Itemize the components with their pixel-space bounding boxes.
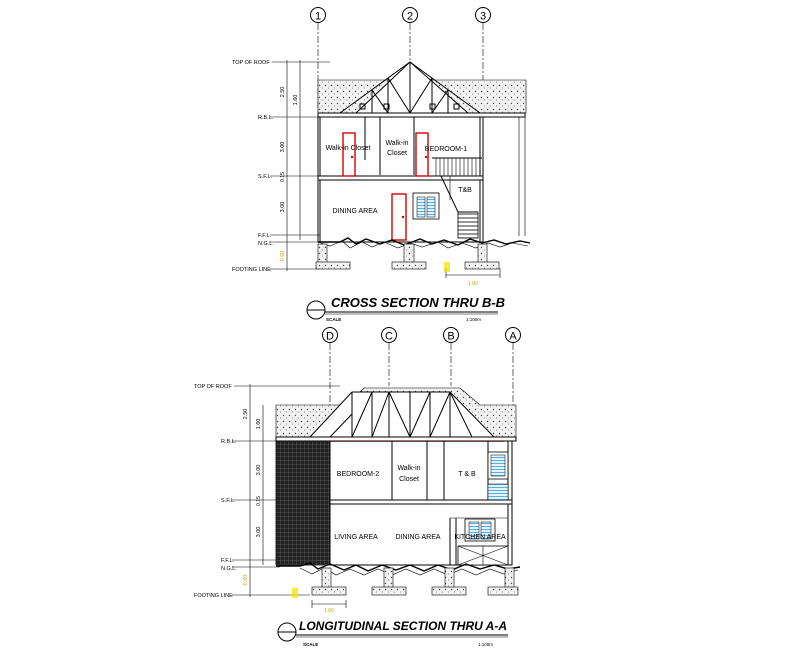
room-label-t-and-b: T & B bbox=[458, 471, 476, 478]
room-label-kitchen-area: KITCHEN AREA bbox=[454, 534, 506, 541]
room-label-dining-area: DINING AREA bbox=[332, 208, 378, 215]
footing-dim: 1.00 bbox=[324, 608, 334, 614]
level-ngl: N.G.L. bbox=[258, 241, 274, 247]
dim-second-floor: 3.00 bbox=[280, 141, 286, 153]
level-rbl: R.B.L. bbox=[258, 115, 274, 121]
window bbox=[413, 193, 439, 219]
level-top-of-roof: TOP OF ROOF bbox=[194, 384, 232, 390]
grid-axis-c bbox=[382, 328, 397, 387]
level-sfl: S.F.L. bbox=[258, 174, 273, 180]
dim-slab: 0.15 bbox=[280, 172, 286, 182]
dim-second-floor: 3.00 bbox=[256, 464, 262, 476]
dim-ground-floor: 3.00 bbox=[256, 526, 262, 538]
grid-axis-b bbox=[444, 328, 459, 387]
room-label-bedroom-2: BEDROOM-2 bbox=[336, 471, 380, 478]
grid-label: 1 bbox=[314, 10, 322, 23]
dim-ground-floor: 3.00 bbox=[280, 201, 286, 213]
grid-label: C bbox=[385, 330, 393, 343]
cross-section bbox=[232, 8, 530, 323]
dim-footing: 0.60 bbox=[280, 250, 286, 262]
level-rbl: R.B.L. bbox=[221, 439, 237, 445]
staircase bbox=[458, 212, 478, 238]
door bbox=[416, 133, 428, 176]
grid-label: A bbox=[509, 330, 517, 343]
room-label-t-and-b: T&B bbox=[458, 187, 472, 194]
level-ffl: F.F.L. bbox=[258, 233, 272, 239]
cross-section-title: CROSS SECTION THRU B-B bbox=[331, 295, 506, 310]
scale-label: SCALE bbox=[303, 642, 319, 647]
level-top-of-roof: TOP OF ROOF bbox=[232, 60, 270, 66]
room-label-closet: Closet bbox=[399, 476, 419, 483]
kitchen-counter bbox=[458, 546, 508, 565]
scale-value: 1:100m bbox=[478, 642, 494, 647]
room-label-closet: Closet bbox=[387, 150, 407, 157]
room-label-dining-area: DINING AREA bbox=[395, 534, 441, 541]
level-footing-line: FOOTING LINE bbox=[232, 267, 271, 273]
footing-dim: 1.00 bbox=[468, 281, 478, 287]
section-title bbox=[307, 295, 505, 322]
longitudinal-section-title: LONGITUDINAL SECTION THRU A-A bbox=[299, 619, 507, 633]
dim-ceiling: 1.60 bbox=[256, 418, 262, 430]
grid-axis-2 bbox=[403, 8, 418, 63]
ground-line bbox=[318, 238, 530, 248]
grid-label: 2 bbox=[406, 10, 414, 23]
room-label-walk-in-closet: Walk-in Closet bbox=[325, 145, 371, 152]
grid-label: 3 bbox=[479, 10, 487, 23]
footings bbox=[316, 244, 499, 269]
grid-label: B bbox=[447, 330, 455, 343]
wall-masonry bbox=[276, 441, 330, 565]
room-label-bedroom-1: BEDROOM-1 bbox=[424, 146, 468, 153]
longitudinal-section bbox=[194, 328, 521, 648]
room-label-living-area: LIVING AREA bbox=[334, 534, 378, 541]
level-sfl: S.F.L. bbox=[221, 498, 236, 504]
dim-ceiling: 1.60 bbox=[293, 94, 299, 106]
dim-roof: 2.50 bbox=[243, 408, 249, 420]
scale-label: SCALE bbox=[326, 317, 342, 322]
dim-slab: 0.15 bbox=[256, 496, 262, 506]
level-ffl: F.F.L. bbox=[221, 558, 235, 564]
grid-label: D bbox=[326, 330, 334, 343]
room-label-walk-in: Walk-in bbox=[397, 465, 421, 472]
level-footing-line: FOOTING LINE bbox=[194, 593, 233, 599]
window bbox=[488, 452, 508, 500]
room-label-walk-in: Walk-in bbox=[385, 140, 409, 147]
dim-footing: 0.60 bbox=[243, 574, 249, 586]
level-ngl: N.G.L. bbox=[221, 566, 237, 572]
scale-value: 1:100m bbox=[466, 317, 482, 322]
dim-roof: 2.50 bbox=[280, 86, 286, 98]
door bbox=[343, 133, 355, 176]
section-title bbox=[278, 619, 508, 647]
